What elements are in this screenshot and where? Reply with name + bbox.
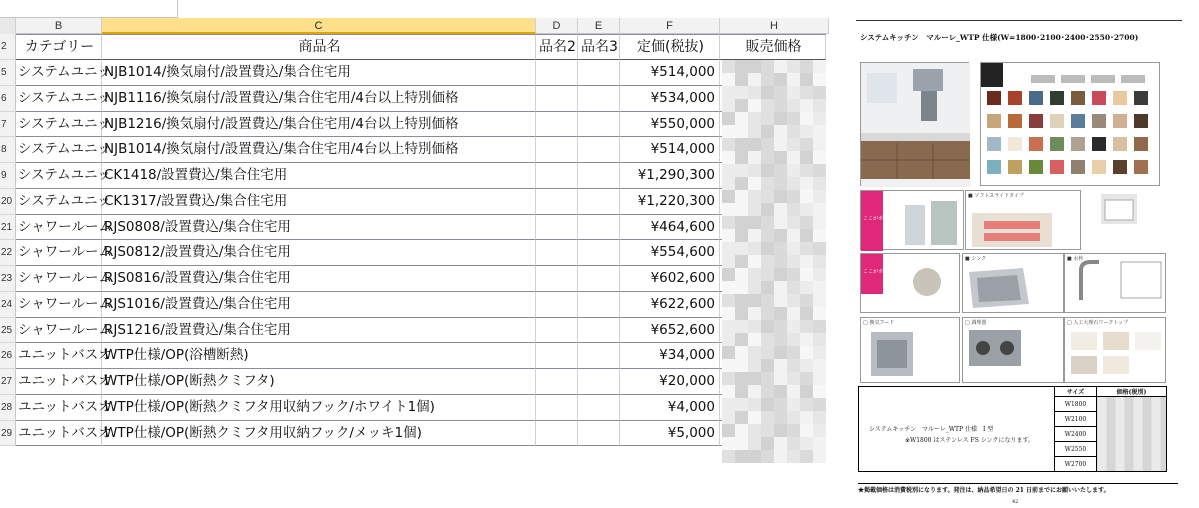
hood-label: □ 換気フード bbox=[863, 320, 895, 326]
stove-label: □ 調理器 bbox=[965, 320, 987, 326]
size-cell: W1800 bbox=[1055, 397, 1097, 412]
cell-category[interactable]: システムユニッ bbox=[16, 60, 102, 86]
point-panel-1 bbox=[860, 190, 964, 250]
color-variation-panel bbox=[980, 62, 1160, 186]
cell-list-price[interactable]: ¥602,600 bbox=[620, 266, 720, 292]
cell-item-name-2[interactable] bbox=[536, 395, 578, 421]
cell-product-name[interactable]: WTP仕様/OP(浴槽断熱) bbox=[102, 343, 536, 369]
size-cell: W2400 bbox=[1055, 427, 1097, 442]
cell-product-name[interactable]: NJB1116/換気扇付/設置費込/集合住宅用/4台以上特別価格 bbox=[102, 86, 536, 112]
cell-product-name[interactable]: RJS1216/設置費込/集合住宅用 bbox=[102, 318, 536, 344]
cell-item-name-3[interactable] bbox=[578, 421, 620, 447]
cell-list-price[interactable]: ¥4,000 bbox=[620, 395, 720, 421]
row-number[interactable]: 24 bbox=[0, 292, 16, 318]
product-cell-header bbox=[859, 387, 1055, 397]
faucet-label: ■ 水栓 bbox=[1067, 256, 1084, 262]
soft-slide-label: ■ ソフトスライドタイプ bbox=[968, 193, 1024, 199]
column-header-e[interactable]: E bbox=[578, 18, 620, 34]
row-number[interactable]: 27 bbox=[0, 369, 16, 395]
cell-item-name-3[interactable] bbox=[578, 343, 620, 369]
header-list-price[interactable]: 定価(税抜) bbox=[620, 34, 720, 60]
sink-label: ■ シンク bbox=[965, 256, 987, 262]
catalog-page bbox=[840, 0, 1199, 508]
cell-list-price[interactable]: ¥652,600 bbox=[620, 318, 720, 344]
row-number[interactable]: 28 bbox=[0, 395, 16, 421]
cell-category[interactable]: システムユニッ bbox=[16, 163, 102, 189]
cell-list-price[interactable]: ¥514,000 bbox=[620, 60, 720, 86]
cell-item-name-3[interactable] bbox=[578, 215, 620, 241]
cell-item-name-3[interactable] bbox=[578, 137, 620, 163]
cell-list-price[interactable]: ¥514,000 bbox=[620, 137, 720, 163]
cell-category[interactable]: システムユニッ bbox=[16, 86, 102, 112]
row-number[interactable]: 5 bbox=[0, 60, 16, 86]
header-category[interactable]: カテゴリー bbox=[16, 34, 102, 60]
column-header-h[interactable]: H bbox=[720, 18, 829, 34]
formula-strip bbox=[0, 0, 829, 18]
column-header-c[interactable]: C bbox=[102, 18, 536, 34]
cell-product-name[interactable]: RJS1016/設置費込/集合住宅用 bbox=[102, 292, 536, 318]
cell-list-price[interactable]: ¥34,000 bbox=[620, 343, 720, 369]
cell-item-name-2[interactable] bbox=[536, 163, 578, 189]
cell-category[interactable]: シャワールーム bbox=[16, 266, 102, 292]
cell-item-name-3[interactable] bbox=[578, 112, 620, 138]
size-cell: W2700 bbox=[1055, 457, 1097, 472]
row-number[interactable]: 20 bbox=[0, 189, 16, 215]
cell-category[interactable]: シャワールーム bbox=[16, 240, 102, 266]
cell-product-name[interactable]: WTP仕様/OP(断熱クミフタ用収納フック/ホワイト1個) bbox=[102, 395, 536, 421]
cell-category[interactable]: ユニットバスオ bbox=[16, 369, 102, 395]
column-header-d[interactable]: D bbox=[536, 18, 578, 34]
row-number[interactable]: 8 bbox=[0, 137, 16, 163]
cell-item-name-3[interactable] bbox=[578, 318, 620, 344]
cell-list-price[interactable]: ¥554,600 bbox=[620, 240, 720, 266]
cell-product-name[interactable]: CK1317/設置費込/集合住宅用 bbox=[102, 189, 536, 215]
cell-list-price[interactable]: ¥534,000 bbox=[620, 86, 720, 112]
row-number[interactable]: 6 bbox=[0, 86, 16, 112]
cell-category[interactable]: シャワールーム bbox=[16, 215, 102, 241]
cell-item-name-3[interactable] bbox=[578, 86, 620, 112]
select-all-corner[interactable] bbox=[0, 18, 16, 34]
redacted-price-cell bbox=[1097, 397, 1167, 472]
cell-category[interactable]: システムユニッ bbox=[16, 112, 102, 138]
cell-product-name[interactable]: NJB1014/換気扇付/設置費込/集合住宅用/4台以上特別価格 bbox=[102, 137, 536, 163]
point-label-2: ここがポイント bbox=[863, 269, 899, 275]
cell-category[interactable]: ユニットバスオ bbox=[16, 343, 102, 369]
cell-item-name-2[interactable] bbox=[536, 137, 578, 163]
cell-product-name[interactable]: NJB1216/換気扇付/設置費込/集合住宅用/4台以上特別価格 bbox=[102, 112, 536, 138]
cell-product-name[interactable]: RJS0816/設置費込/集合住宅用 bbox=[102, 266, 536, 292]
cell-item-name-2[interactable] bbox=[536, 318, 578, 344]
cell-item-name-2[interactable] bbox=[536, 343, 578, 369]
cell-item-name-3[interactable] bbox=[578, 292, 620, 318]
header-sale-price[interactable]: 販売価格 bbox=[720, 34, 826, 60]
cell-item-name-2[interactable] bbox=[536, 369, 578, 395]
cell-category[interactable]: システムユニッ bbox=[16, 189, 102, 215]
name-box[interactable] bbox=[0, 0, 178, 18]
column-header-bar bbox=[0, 18, 829, 34]
cell-item-name-3[interactable] bbox=[578, 395, 620, 421]
cell-category[interactable]: システムユニッ bbox=[16, 137, 102, 163]
hood-panel bbox=[860, 317, 960, 383]
header-item-name-3[interactable]: 品名3 bbox=[578, 34, 620, 60]
row-number[interactable]: 21 bbox=[0, 215, 16, 241]
cell-list-price[interactable]: ¥464,600 bbox=[620, 215, 720, 241]
title-rule bbox=[856, 20, 1182, 21]
cell-item-name-3[interactable] bbox=[578, 369, 620, 395]
product-description bbox=[859, 397, 1055, 472]
cell-list-price[interactable]: ¥550,000 bbox=[620, 112, 720, 138]
row-number[interactable]: 25 bbox=[0, 318, 16, 344]
cell-item-name-2[interactable] bbox=[536, 60, 578, 86]
row-number[interactable]: 22 bbox=[0, 240, 16, 266]
cell-list-price[interactable]: ¥5,000 bbox=[620, 421, 720, 447]
stove-panel bbox=[962, 317, 1064, 383]
cell-item-name-2[interactable] bbox=[536, 292, 578, 318]
redacted-sale-price-column bbox=[722, 60, 826, 456]
cell-item-name-3[interactable] bbox=[578, 163, 620, 189]
cell-item-name-2[interactable] bbox=[536, 240, 578, 266]
row-number[interactable]: 26 bbox=[0, 343, 16, 369]
price-header: 価格(税別) bbox=[1097, 387, 1167, 397]
cell-item-name-3[interactable] bbox=[578, 60, 620, 86]
cell-item-name-2[interactable] bbox=[536, 215, 578, 241]
cell-item-name-2[interactable] bbox=[536, 189, 578, 215]
size-cell: W2550 bbox=[1055, 442, 1097, 457]
cell-item-name-3[interactable] bbox=[578, 240, 620, 266]
cell-product-name[interactable]: RJS0812/設置費込/集合住宅用 bbox=[102, 240, 536, 266]
row-number[interactable]: 23 bbox=[0, 266, 16, 292]
cell-product-name[interactable]: WTP仕様/OP(断熱クミフタ用収納フック/メッキ1個) bbox=[102, 421, 536, 447]
row-number[interactable]: 9 bbox=[0, 163, 16, 189]
cell-category[interactable]: ユニットバスオ bbox=[16, 421, 102, 447]
header-product-name[interactable]: 商品名 bbox=[102, 34, 536, 60]
cell-product-name[interactable]: CK1418/設置費込/集合住宅用 bbox=[102, 163, 536, 189]
cell-category[interactable]: ユニットバスオ bbox=[16, 395, 102, 421]
cell-product-name[interactable]: NJB1014/換気扇付/設置費込/集合住宅用 bbox=[102, 60, 536, 86]
cell-category[interactable]: シャワールーム bbox=[16, 292, 102, 318]
point-panel-2 bbox=[860, 253, 960, 313]
cell-item-name-3[interactable] bbox=[578, 266, 620, 292]
cell-list-price[interactable]: ¥1,220,300 bbox=[620, 189, 720, 215]
price-table bbox=[858, 386, 1167, 472]
kitchen-hero-image bbox=[860, 62, 969, 186]
worktop-label: □ 人工大理石ワークトップ bbox=[1067, 320, 1129, 326]
row-number[interactable]: 29 bbox=[0, 421, 16, 447]
point-label-1: ここがポイント bbox=[863, 216, 899, 222]
cell-list-price[interactable]: ¥622,600 bbox=[620, 292, 720, 318]
cell-product-name[interactable]: RJS0808/設置費込/集合住宅用 bbox=[102, 215, 536, 241]
cell-item-name-3[interactable] bbox=[578, 189, 620, 215]
product-line-1: システムキッチン マルーレ_WTP 仕様 I 型 bbox=[869, 425, 994, 433]
price-note: ★掲載価格は消費税別になります。発注は、納品希望日の 21 日前までにお願いいたします。 bbox=[858, 483, 1178, 494]
soft-slide-panel bbox=[965, 190, 1081, 250]
column-header-b[interactable]: B bbox=[16, 18, 102, 34]
cell-list-price[interactable]: ¥1,290,300 bbox=[620, 163, 720, 189]
cell-item-name-2[interactable] bbox=[536, 421, 578, 447]
cell-category[interactable]: シャワールーム bbox=[16, 318, 102, 344]
worktop-panel bbox=[1064, 317, 1166, 383]
size-cell: W2100 bbox=[1055, 412, 1097, 427]
catalog-title: システムキッチン マルーレ_WTP 仕様(W=1800･2100･2400･2550･2700) bbox=[860, 33, 1139, 42]
cell-item-name-2[interactable] bbox=[536, 86, 578, 112]
cell-item-name-2[interactable] bbox=[536, 112, 578, 138]
column-header-f[interactable]: F bbox=[620, 18, 720, 34]
cell-product-name[interactable]: WTP仕様/OP(断熱クミフタ) bbox=[102, 369, 536, 395]
cell-list-price[interactable]: ¥20,000 bbox=[620, 369, 720, 395]
header-item-name-2[interactable]: 品名2 bbox=[536, 34, 578, 60]
cell-item-name-2[interactable] bbox=[536, 266, 578, 292]
row-number[interactable]: 2 bbox=[0, 34, 16, 60]
drawer-detail-panel bbox=[1081, 190, 1165, 250]
size-header: サイズ bbox=[1055, 387, 1097, 397]
product-line-2: ※W1800 はステンレス FS シンクになります。 bbox=[905, 436, 1034, 444]
sink-panel bbox=[962, 253, 1064, 313]
row-number[interactable]: 7 bbox=[0, 112, 16, 138]
page-number: 42 bbox=[1012, 499, 1019, 505]
faucet-panel bbox=[1064, 253, 1166, 313]
